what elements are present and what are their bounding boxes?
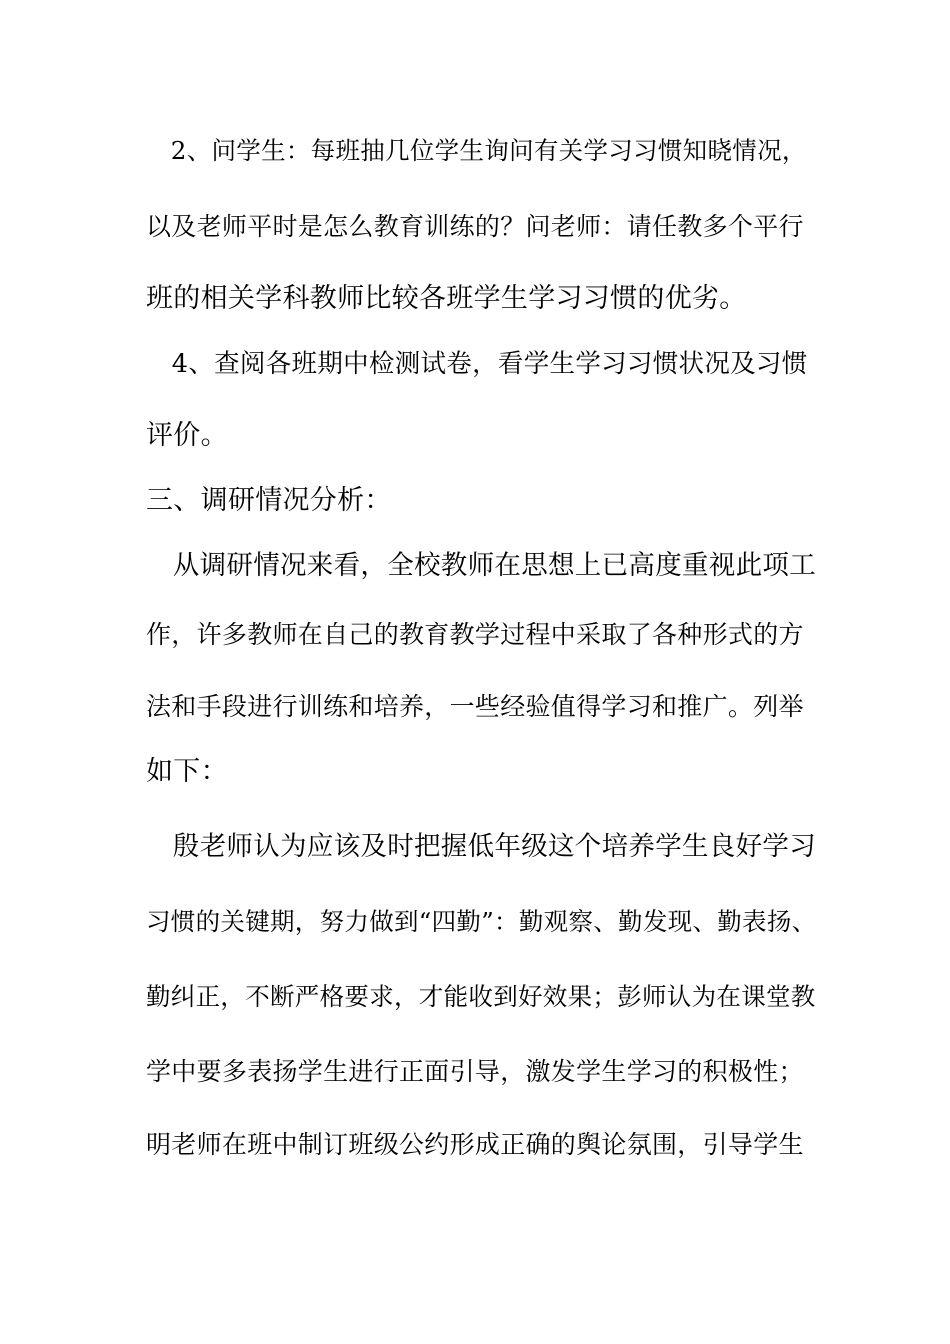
text-line: 明老师在班中制订班级公约形成正确的舆论氛围，引导学生 xyxy=(146,1130,804,1159)
text-line: 从调研情况来看，全校教师在思想上已高度重视此项工 xyxy=(146,550,816,581)
text-line: 学中要多表扬学生进行正面引导，激发学生学习的积极性； xyxy=(146,1057,804,1086)
text-line: 作，许多教师在自己的教育教学过程中采取了各种形式的方 xyxy=(146,620,804,649)
text-line: 勤纠正，不断严格要求，才能收到好效果；彭师认为在课堂教 xyxy=(146,982,816,1011)
text-line: 法和手段进行训练和培养，一些经验值得学习和推广。列举 xyxy=(146,692,804,721)
text-line: 评价。 xyxy=(146,420,228,451)
text-line: 习惯的关键期，努力做到“四勤”：勤观察、勤发现、勤表扬、 xyxy=(146,907,817,936)
text-line: 如下： xyxy=(146,756,228,787)
text-line: 4、查阅各班期中检测试卷，看学生学习习惯状况及习惯 xyxy=(146,349,808,379)
text-line: 2、问学生：每班抽几位学生询问有关学习习惯知晓情况， xyxy=(146,136,807,165)
text-line: 殷老师认为应该及时把握低年级这个培养学生良好学习 xyxy=(146,831,816,862)
text-line: 班的相关学科教师比较各班学生学习习惯的优劣。 xyxy=(146,283,747,314)
section-heading: 三、调研情况分析： xyxy=(146,485,392,516)
text-line: 以及老师平时是怎么教育训练的？问老师：请任教多个平行 xyxy=(146,212,804,241)
